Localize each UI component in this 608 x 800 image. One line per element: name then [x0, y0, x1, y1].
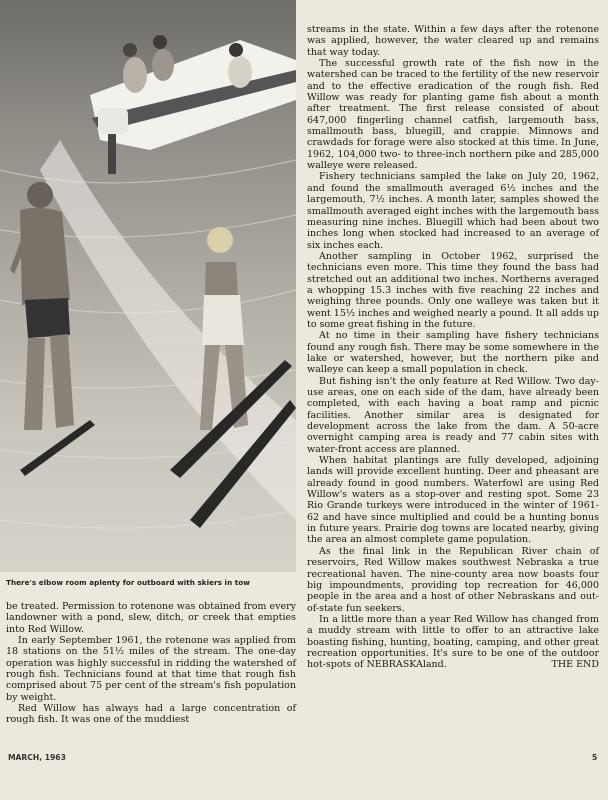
paragraph: Fishery technicians sampled the lake on July 20, 1962, and found the smallmouth averaged 6½ inches and the largemouth, 7½ inches. A month later, samples showed the smallmouth averaged eight inches with the largemouth bass measuring nine inches. Bluegill which had been about two inches long when stocked had increased to an average of six inches each.: [307, 171, 599, 251]
paragraph: Red Willow has always had a large concentration of rough fish. It was one of the muddiest: [6, 703, 296, 726]
paragraph: The successful growth rate of the fish now in the watershed can be traced to the fertility of the new reservoir and to the effective eradication of the rough fish. Red Willow was ready for planting game fish about a month after treatment. The first release consisted of about 647,000 fingerling channel catfish, largemouth bass, smallmouth bass, bluegill, and crappie. Minnows and crawdads for forage were also stocked at this time. In June, 1962, 104,000 two- to three-inch northern pike and 285,000 walleye were released.: [307, 58, 599, 172]
paragraph: In early September 1961, the rotenone was applied from 18 stations on the 51½ miles of the stream. The one-day operation was highly successful in ridding the watershed of rough fish. Technicians found at that time that rough fish comprised about 75 per cent of the stream's fish population by weight.: [6, 635, 296, 703]
paragraph: At no time in their sampling have fishery technicians found any rough fish. There may be some somewhere in the lake or watershed, however, but the northern pike and walleye can keep a small population in check.: [307, 330, 599, 376]
issue-date: MARCH, 1963: [8, 753, 66, 762]
boating-photo: [0, 0, 296, 572]
closing-paragraph-text: In a little more than a year Red Willow has changed from a muddy stream with little to offer to an attractive lake boasting fishing, hunting, boating, camping, and other great recreation opportunities. It's sure to be one of the outdoor hot-spots of NEBRASKAland.: [307, 613, 599, 671]
boat-and-skiers-image: [0, 0, 296, 572]
page-number: 5: [592, 753, 598, 762]
paragraph: be treated. Permission to rotenone was obtained from every landowner with a pond, slew, ditch, or creek that empties into Red Willow.: [6, 601, 296, 635]
end-mark: THE END: [551, 659, 599, 671]
paragraph: When habitat plantings are fully developed, adjoining lands will provide excellent hunting. Deer and pheasant are already found in good numbers. Waterfowl are using Red Willow's waters as a stop-over and resting spot. Some 23 Rio Grande turkeys were introduced in the winter of 1961-62 and have since multiplied and could be a hunting bonus in future years. Prairie dog towns are located nearby, giving the area an almost complete game population.: [307, 455, 599, 546]
paragraph: [307, 614, 599, 671]
paragraph: As the final link in the Republican River chain of reservoirs, Red Willow makes southwest Nebraska a true recreational haven. The nine-county area now boasts four big impoundments, providing top recreation for 46,000 people in the area and a host of other Nebraskans and out-of-state fun seekers.: [307, 545, 599, 614]
paragraph: But fishing isn't the only feature at Red Willow. Two day-use areas, one on each side of the dam, have already been completed, with each having a boat ramp and picnic facilities. Another similar area is designated for development across the lake from the dam. A 50-acre overnight camping area is ready and 77 cabin sites with water-front access are planned.: [307, 375, 599, 455]
article-column-right: [307, 24, 599, 671]
photo-caption: There's elbow room aplenty for outboard with skiers in tow: [6, 578, 250, 587]
article-column-left: [6, 601, 296, 726]
paragraph: Another sampling in October 1962, surprised the technicians even more. This time they found the bass had stretched out an additional two inches. Northerns averaged a whopping 15.3 inches with five reaching 22 inches and weighing three pounds. Only one walleye was taken but it went 15½ inches and weighed nearly a pound. It all adds up to some great fishing in the future.: [307, 250, 599, 330]
paragraph: streams in the state. Within a few days after the rotenone was applied, however, the water cleared up and remains that way today.: [307, 24, 599, 58]
